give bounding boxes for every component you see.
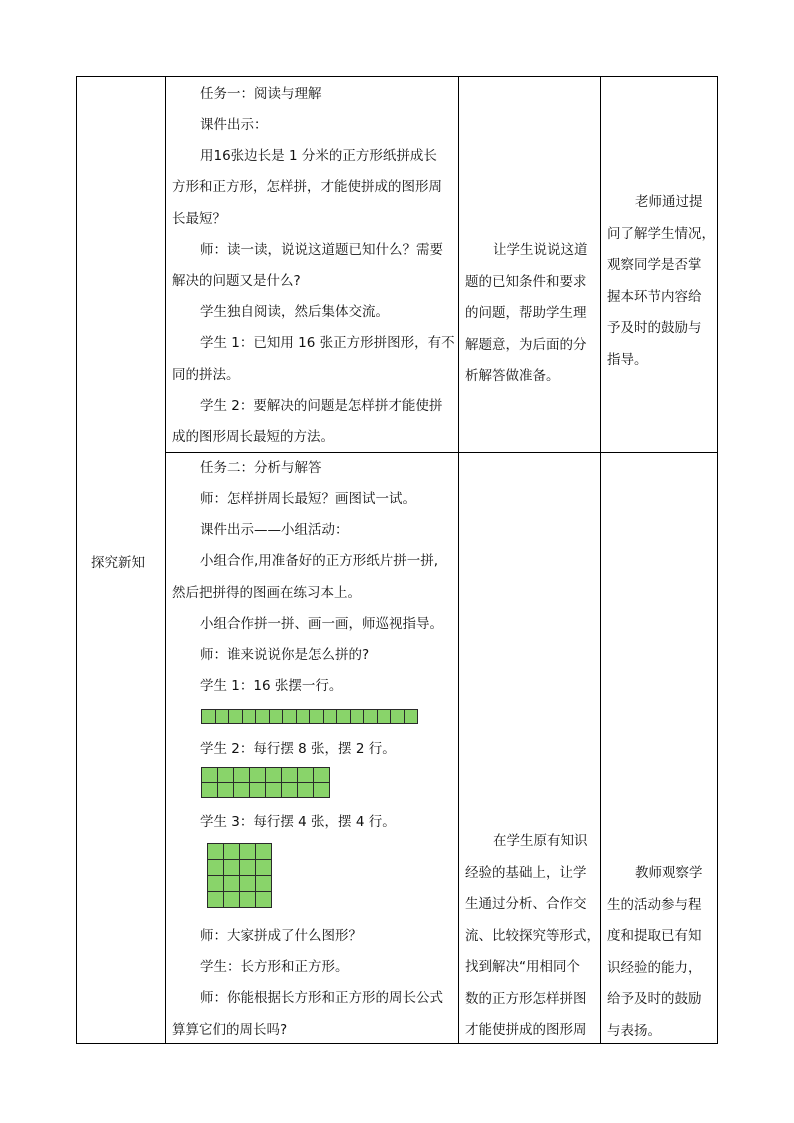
text-line: 师：怎样拼周长最短？画图试一试。 — [200, 491, 416, 507]
text-line: 课件出示——小组活动： — [200, 522, 349, 539]
square-tile — [218, 783, 233, 797]
figure-1x16 — [201, 709, 418, 724]
square-tile — [224, 860, 239, 875]
square-tile — [324, 710, 337, 723]
square-tile — [224, 844, 239, 859]
text-line: 教师观察学 — [635, 865, 703, 881]
text-line: 成的图形周长最短的方法。 — [172, 429, 334, 445]
figure-2x8 — [201, 767, 330, 798]
square-tile — [240, 860, 255, 875]
text-line: 方形和正方形，怎样拼，才能使拼成的图形周 — [172, 179, 442, 196]
square-tile — [256, 710, 269, 723]
text-line: 用16张边长是 1 分米的正方形纸拼成长 — [200, 148, 437, 165]
square-tile — [405, 710, 418, 723]
square-tile — [218, 768, 233, 782]
square-tile — [240, 876, 255, 891]
square-tile — [216, 710, 229, 723]
square-tile — [202, 710, 215, 723]
square-tile — [266, 783, 281, 797]
text-line: 握本环节内容给 — [607, 288, 702, 305]
square-tile — [250, 768, 265, 782]
text-line: 找到解决“用相同个 — [465, 959, 580, 975]
column-divider — [165, 77, 166, 1043]
square-tile — [283, 710, 296, 723]
text-line: 师：你能根据长方形和正方形的周长公式 — [200, 990, 443, 1007]
square-tile — [270, 710, 283, 723]
text-line: 流、比较探究等形式， — [465, 927, 600, 944]
text-line: 让学生说说这道 — [493, 242, 588, 258]
text-line: 识经验的能力， — [607, 959, 702, 976]
text-line: 师：读一读，说说这道题已知什么？需要 — [200, 241, 443, 258]
square-tile — [282, 768, 297, 782]
section-label: 探究新知 — [91, 555, 145, 571]
row-divider — [165, 452, 717, 453]
text-line: 经验的基础上，让学 — [465, 864, 587, 881]
text-line: 算算它们的周长吗? — [172, 1021, 288, 1038]
square-tile — [314, 783, 329, 797]
text-line: 的问题，帮助学生理 — [465, 305, 587, 321]
text-line: 师：大家拼成了什么图形？ — [200, 928, 362, 944]
square-tile — [266, 768, 281, 782]
square-tile — [224, 876, 239, 891]
text-line: 课件出示： — [200, 117, 268, 133]
square-tile — [208, 844, 223, 859]
square-tile — [256, 844, 271, 859]
text-line: 长最短？ — [172, 210, 226, 227]
text-line: 观察同学是否掌 — [607, 257, 702, 273]
task1-title: 任务一：阅读与理解 — [200, 86, 322, 102]
text-line: 指导。 — [607, 351, 648, 368]
text-line: 解题意，为后面的分 — [465, 336, 587, 353]
text-line: 同的拼法。 — [172, 366, 240, 383]
text-line: 解决的问题又是什么? — [172, 273, 301, 289]
square-tile — [224, 892, 239, 907]
text-line: 在学生原有知识 — [493, 833, 588, 849]
text-line: 小组合作拼一拼、画一画，师巡视指导。 — [200, 615, 443, 632]
square-tile — [202, 768, 217, 782]
square-tile — [378, 710, 391, 723]
square-tile — [234, 768, 249, 782]
square-tile — [314, 768, 329, 782]
square-tile — [310, 710, 323, 723]
column-divider — [458, 77, 459, 1043]
text-line: 问了解学生情况， — [607, 225, 715, 242]
figure-4x4 — [207, 843, 272, 908]
text-line: 题的已知条件和要求 — [465, 273, 587, 290]
column-divider — [600, 77, 601, 1043]
text-line: 度和提取已有知 — [607, 928, 702, 944]
square-tile — [250, 783, 265, 797]
text-line: 与表扬。 — [607, 1022, 661, 1039]
square-tile — [391, 710, 404, 723]
square-tile — [337, 710, 350, 723]
text-line: 小组合作,用准备好的正方形纸片拼一拼, — [200, 553, 439, 570]
square-tile — [256, 892, 271, 907]
text-line: 老师通过提 — [635, 194, 703, 210]
square-tile — [298, 783, 313, 797]
text-line: 学生 1：已知用 16 张正方形拼图形，有不 — [200, 335, 455, 352]
square-tile — [208, 876, 223, 891]
square-tile — [351, 710, 364, 723]
square-tile — [202, 783, 217, 797]
text-line: 予及时的鼓励与 — [607, 320, 702, 336]
square-tile — [234, 783, 249, 797]
text-line: 学生 2：要解决的问题是怎样拼才能使拼 — [200, 397, 443, 414]
text-line: 才能使拼成的图形周 — [465, 1022, 587, 1038]
square-tile — [208, 892, 223, 907]
text-line: 然后把拼得的图画在练习本上。 — [172, 584, 361, 601]
text-line: 学生 1：16 张摆一行。 — [200, 678, 343, 695]
text-line: 给予及时的鼓励 — [607, 991, 702, 1007]
text-line: 数的正方形怎样拼图 — [465, 990, 587, 1007]
text-line: 析解答做准备。 — [465, 368, 560, 384]
student3-line: 学生 3：每行摆 4 张，摆 4 行。 — [200, 814, 396, 830]
text-line: 生通过分析、合作交 — [465, 896, 587, 912]
student2-line: 学生 2：每行摆 8 张，摆 2 行。 — [200, 741, 396, 757]
square-tile — [240, 892, 255, 907]
text-line: 师：谁来说说你是怎么拼的? — [200, 647, 370, 663]
square-tile — [282, 783, 297, 797]
task2-title: 任务二：分析与解答 — [200, 460, 322, 476]
text-line: 学生独自阅读，然后集体交流。 — [200, 304, 389, 321]
square-tile — [208, 860, 223, 875]
square-tile — [364, 710, 377, 723]
square-tile — [243, 710, 256, 723]
square-tile — [297, 710, 310, 723]
lesson-table — [76, 76, 718, 1044]
square-tile — [256, 860, 271, 875]
square-tile — [229, 710, 242, 723]
text-line: 生的活动参与程 — [607, 896, 702, 913]
square-tile — [298, 768, 313, 782]
square-tile — [240, 844, 255, 859]
square-tile — [256, 876, 271, 891]
text-line: 学生：长方形和正方形。 — [200, 959, 349, 976]
